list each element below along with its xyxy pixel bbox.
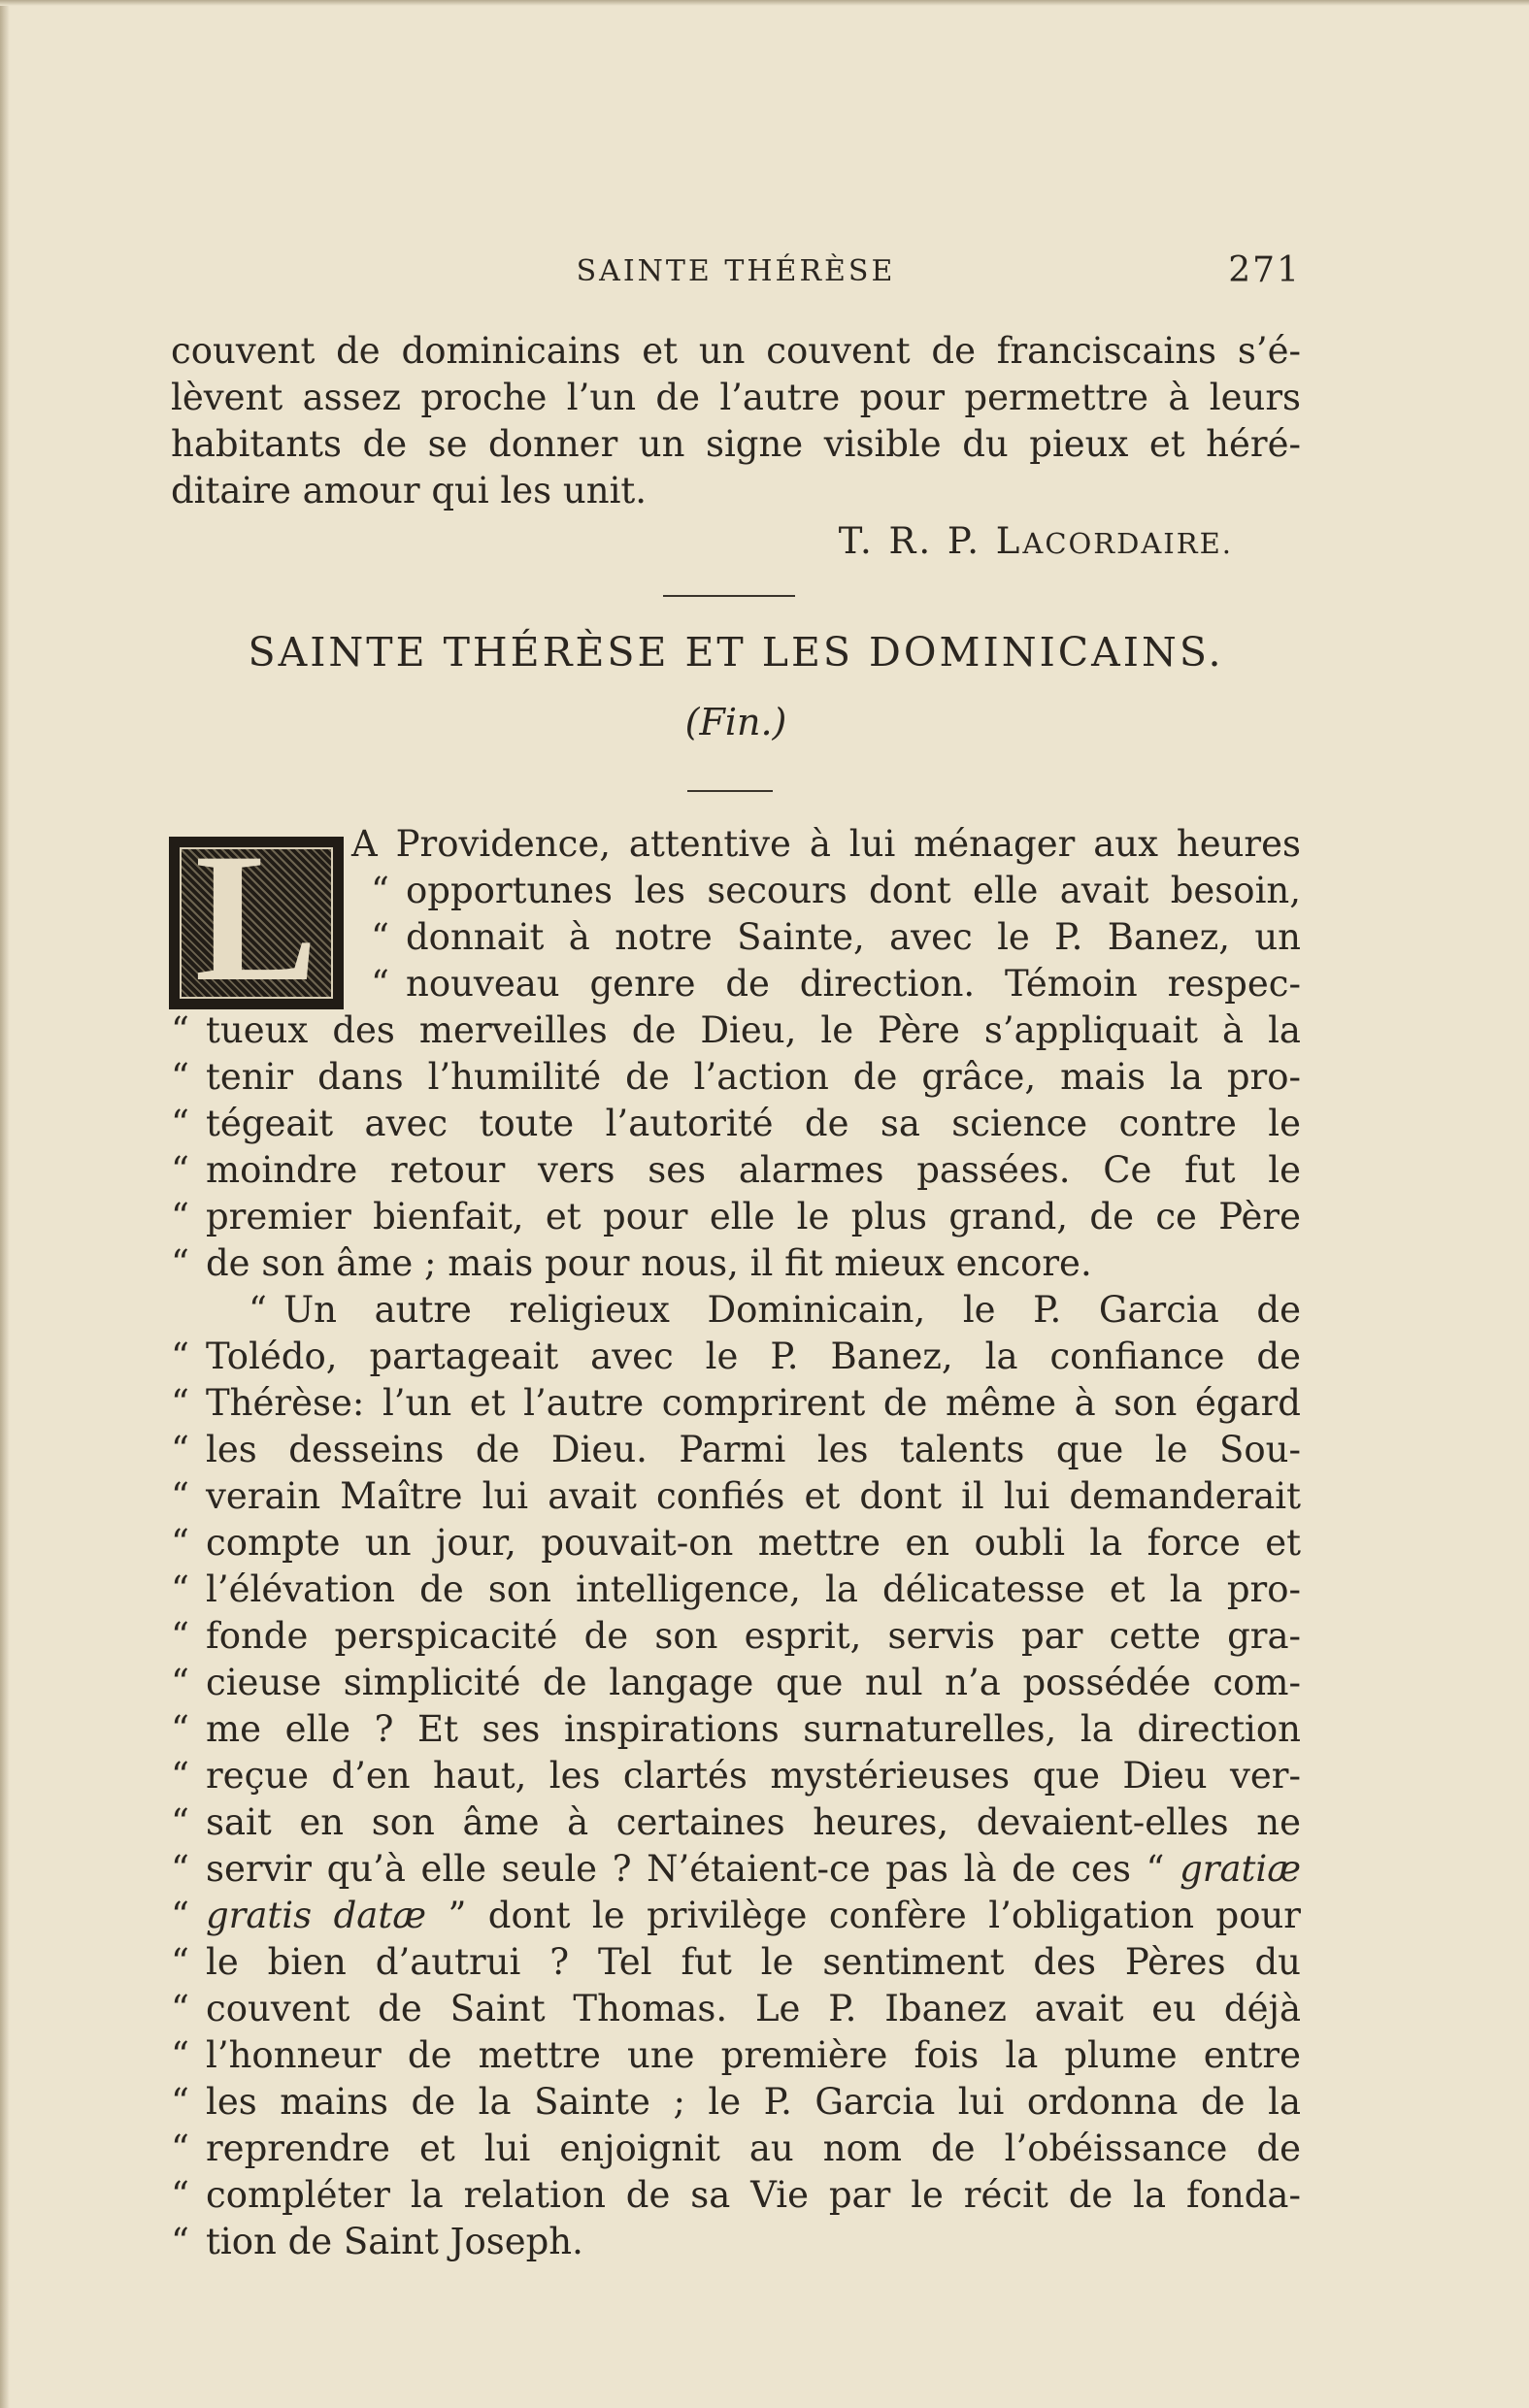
- quote-mark: “: [171, 1848, 189, 1890]
- quote-mark: “: [171, 1009, 189, 1051]
- text-line: [171, 2079, 1301, 2126]
- text-span: premier bienfait, et pour elle le plus grand, de ce Père: [206, 1196, 1301, 1237]
- text-line: [171, 1334, 1301, 1380]
- quote-mark: “: [171, 1895, 189, 1936]
- text-line: [171, 1893, 1301, 1939]
- quote-mark: “: [171, 1056, 189, 1098]
- text-span: compléter la relation de sa Vie par le récit de la fonda-: [206, 2174, 1301, 2216]
- quote-mark: “: [171, 1382, 189, 1424]
- text-span: l’élévation de son intelligence, la délicatesse et la pro-: [206, 1568, 1301, 1610]
- quote-mark: “: [171, 1755, 189, 1797]
- text-span: servir qu’à elle seule ? N’étaient-ce pas là de ces “: [206, 1848, 1165, 1890]
- quote-mark: “: [171, 1568, 189, 1610]
- signature: [839, 520, 1233, 562]
- text-span: nouveau genre de direction. Témoin respec-: [406, 963, 1301, 1005]
- signature-prefix: T. R. P. L: [838, 520, 1023, 562]
- text-line: [171, 1473, 1301, 1520]
- text-line: [171, 2032, 1301, 2079]
- divider-rule: [687, 790, 773, 792]
- text-line: [171, 961, 1301, 1007]
- page-edge: [0, 0, 10, 2408]
- quote-mark: “: [171, 1988, 189, 2029]
- text-span: de son âme ; mais pour nous, il fit mieux encore.: [206, 1242, 1092, 1284]
- text-span: le bien d’autrui ? Tel fut le sentiment des Pères du: [206, 1941, 1301, 1983]
- text-line: [171, 1147, 1301, 1194]
- running-head: [171, 250, 1301, 293]
- text-span: Thérèse: l’un et l’autre comprirent de même à son égard: [206, 1382, 1301, 1424]
- text-line: [171, 1939, 1301, 1986]
- text-line: [171, 1846, 1301, 1893]
- quote-mark: “: [171, 1615, 189, 1657]
- text-span: sait en son âme à certaines heures, devaient-elles ne: [206, 1801, 1301, 1843]
- quote-mark: “: [171, 2081, 189, 2123]
- text-span: tenir dans l’humilité de l’action de grâce, mais la pro-: [206, 1056, 1301, 1098]
- text-line: [171, 1986, 1301, 2032]
- quote-mark: “: [371, 963, 389, 1005]
- dropcap-letter: L: [194, 816, 318, 1020]
- text-line: ditaire amour qui les unit.: [171, 470, 648, 511]
- text-line: [171, 868, 1301, 914]
- text-span: me elle ? Et ses inspirations surnaturelles, la direction: [206, 1708, 1301, 1750]
- section-subtitle: (Fin.): [684, 701, 787, 743]
- text-line: [171, 1427, 1301, 1473]
- text-line: [171, 1706, 1301, 1753]
- text-span: l’honneur de mettre une première fois la plume entre: [206, 2034, 1301, 2076]
- text-line: [171, 914, 1301, 961]
- quote-mark: “: [171, 1662, 189, 1703]
- text-line: lèvent assez proche l’un de l’autre pour permettre à leurs: [171, 377, 1301, 418]
- text-line: [171, 1240, 1301, 1287]
- text-span: Tolédo, partageait avec le P. Banez, la confiance de: [206, 1336, 1301, 1377]
- text-span: donnait à notre Sainte, avec le P. Banez, un: [406, 916, 1301, 958]
- latin-phrase: gratiæ: [1180, 1848, 1302, 1890]
- text-line: [171, 1520, 1301, 1567]
- text-span: tion de Saint Joseph.: [206, 2221, 583, 2262]
- text-span: opportunes les secours dont elle avait besoin,: [406, 870, 1301, 911]
- quote-mark: “: [171, 1242, 189, 1284]
- text-line: [171, 2126, 1301, 2172]
- text-line: [171, 1101, 1301, 1147]
- text-line: [171, 1567, 1301, 1613]
- text-line: [171, 1799, 1301, 1846]
- signature-rest: ACORDAIRE.: [1022, 527, 1233, 560]
- text-span: reprendre et lui enjoignit au nom de l’obéissance de: [206, 2128, 1301, 2169]
- text-line: habitants de se donner un signe visible du pieux et héré-: [171, 423, 1301, 465]
- text-line: [171, 1660, 1301, 1706]
- text-span: compte un jour, pouvait-on mettre en oubli la force et: [206, 1522, 1301, 1564]
- text-span: tueux des merveilles de Dieu, le Père s’appliquait à la: [206, 1009, 1301, 1051]
- text-span: reçue d’en haut, les clartés mystérieuses que Dieu ver-: [206, 1755, 1301, 1797]
- divider-rule: [663, 595, 795, 597]
- section-title: SAINTE THÉRÈSE ET LES DOMINICAINS.: [248, 629, 1224, 676]
- page-top-edge: [0, 0, 1529, 6]
- text-span: couvent de Saint Thomas. Le P. Ibanez avait eu déjà: [206, 1988, 1301, 2029]
- text-line: [171, 1753, 1301, 1799]
- text-line: couvent de dominicains et un couvent de franciscains s’é-: [171, 330, 1301, 372]
- latin-phrase: gratis datæ: [206, 1895, 426, 1936]
- quote-mark: “: [171, 1941, 189, 1983]
- quote-mark: “: [171, 1522, 189, 1564]
- text-line: [171, 1194, 1301, 1240]
- text-span: moindre retour vers ses alarmes passées. Ce fut le: [206, 1149, 1301, 1191]
- quote-mark: “: [171, 1708, 189, 1750]
- quote-mark: “: [171, 2221, 189, 2262]
- quote-mark: “: [171, 1336, 189, 1377]
- text-span: les mains de la Sainte ; le P. Garcia lui ordonna de la: [206, 2081, 1301, 2123]
- quote-mark: “: [171, 1429, 189, 1470]
- text-line: [171, 1054, 1301, 1101]
- text-span: ” dont le privilège confère l’obligation pour: [448, 1895, 1301, 1936]
- quote-mark: “: [171, 1196, 189, 1237]
- quote-mark: “: [371, 916, 389, 958]
- text-span: tégeait avec toute l’autorité de sa science contre le: [206, 1103, 1301, 1144]
- text-span: cieuse simplicité de langage que nul n’a possédée com-: [206, 1662, 1301, 1703]
- quote-mark: “: [171, 1103, 189, 1144]
- top-paragraph: [171, 328, 1301, 514]
- text-line: [171, 1287, 1301, 1334]
- quote-mark: “: [171, 2174, 189, 2216]
- text-span: les desseins de Dieu. Parmi les talents que le Sou-: [206, 1429, 1301, 1470]
- text-line: [171, 1613, 1301, 1660]
- quote-mark: “: [171, 2128, 189, 2169]
- main-text: [171, 816, 1302, 2265]
- quote-mark: “: [249, 1289, 267, 1331]
- text-line: [171, 1007, 1301, 1054]
- text-span: Un autre religieux Dominicain, le P. Garcia de: [283, 1289, 1301, 1331]
- quote-mark: “: [171, 1475, 189, 1517]
- page-number: 271: [1228, 250, 1301, 290]
- text-line: [171, 2219, 1301, 2265]
- text-line: [171, 1380, 1301, 1427]
- text-span: fonde perspicacité de son esprit, servis par cette gra-: [206, 1615, 1301, 1657]
- quote-mark: “: [171, 1801, 189, 1843]
- text-line: A Providence, attentive à lui ménager aux heures: [351, 823, 1301, 865]
- text-line: [171, 2172, 1301, 2219]
- running-head-title: SAINTE THÉRÈSE: [576, 254, 896, 288]
- quote-mark: “: [371, 870, 389, 911]
- quote-mark: “: [171, 1149, 189, 1191]
- quote-mark: “: [171, 2034, 189, 2076]
- text-span: verain Maître lui avait confiés et dont il lui demanderait: [206, 1475, 1301, 1517]
